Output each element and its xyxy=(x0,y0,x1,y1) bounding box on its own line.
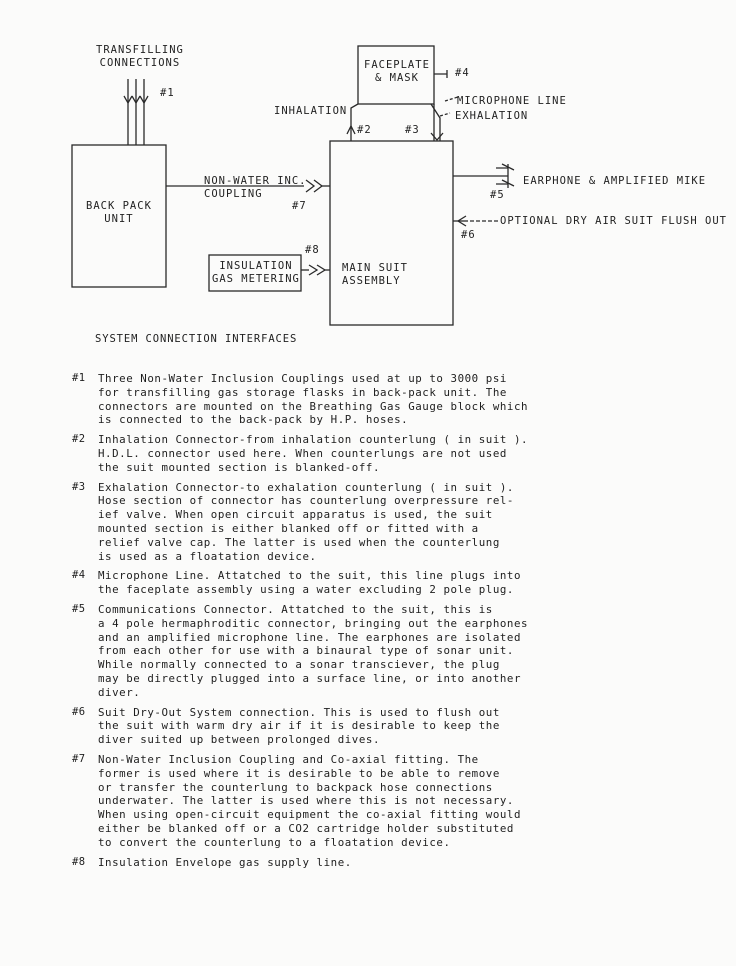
tag-4: #4 xyxy=(455,67,470,79)
inhalation-label: INHALATION xyxy=(274,105,348,117)
note-text: Suit Dry-Out System connection. This is used to flush out the suit with warm dry air if it is desirable to keep the diver suited up between prolonged dives. xyxy=(98,705,500,747)
note-number: #7 xyxy=(72,752,86,765)
note-item xyxy=(72,569,542,597)
transfilling-connections-label: TRANSFILLING CONNECTIONS xyxy=(96,44,184,69)
note-number: #5 xyxy=(72,602,86,615)
earphone-mike-label: EARPHONE & AMPLIFIED MIKE xyxy=(523,175,707,187)
note-text: Microphone Line. Attatched to the suit, this line plugs into the faceplate assembly using a water excluding 2 pole plug. xyxy=(98,569,522,597)
note-number: #4 xyxy=(72,569,86,582)
tag-3: #3 xyxy=(405,124,420,136)
main-suit-assembly-box xyxy=(330,141,453,325)
tag-7: #7 xyxy=(292,200,307,212)
exhalation-label: EXHALATION xyxy=(455,110,529,122)
faceplate-mask-label: FACEPLATE & MASK xyxy=(364,59,430,84)
note-item xyxy=(72,481,542,564)
tag-2: #2 xyxy=(357,124,372,136)
tag-1: #1 xyxy=(160,87,175,99)
main-suit-assembly-label: MAIN SUIT ASSEMBLY xyxy=(342,262,408,287)
back-pack-unit-label: BACK PACK UNIT xyxy=(86,200,152,225)
note-item xyxy=(72,603,542,700)
microphone-line-label: MICROPHONE LINE xyxy=(457,95,567,107)
note-text: Non-Water Inclusion Coupling and Co-axial fitting. The former is used where it is desirable to be able to remove or transfer the counterlung to backpack hose connections underwater. The latter is used where this is not necessary. When using open-circuit equipment the co-axial fitting would either be blanked off or a CO2 cartridge holder substituted to convert the counterlung to a floatation device. xyxy=(98,752,522,849)
diagram-caption: SYSTEM CONNECTION INTERFACES xyxy=(95,333,298,345)
insulation-metering-label: INSULATION GAS METERING xyxy=(212,260,300,285)
note-number: #8 xyxy=(72,855,86,868)
note-item xyxy=(72,372,542,427)
note-text: Three Non-Water Inclusion Couplings used at up to 3000 psi for transfilling gas storage flasks in back-pack unit. The connectors are mounted on the Breathing Gas Gauge block which is connected to the back-pack by H.P. hoses. xyxy=(98,372,529,427)
note-text: Exhalation Connector-to exhalation counterlung ( in suit ). Hose section of connector has counterlung overpressure rel- ief valve. When open circuit apparatus is used, the suit mounted section is either blanked off or fitted with a relief valve cap. The latter is used when the counterlung is used as a floatation device. xyxy=(98,480,514,563)
tag-8: #8 xyxy=(305,244,320,256)
tag-5: #5 xyxy=(490,189,505,201)
note-item xyxy=(72,856,542,870)
note-text: Inhalation Connector-from inhalation counterlung ( in suit ). H.D.L. connector used here. When counterlungs are not used the suit mounted section is blanked-off. xyxy=(98,433,529,474)
non-water-coupling-label: NON-WATER INC. COUPLING xyxy=(204,175,307,200)
note-item xyxy=(72,753,542,850)
note-number: #6 xyxy=(72,705,86,718)
optional-flush-label: OPTIONAL DRY AIR SUIT FLUSH OUT xyxy=(500,215,727,227)
note-number: #2 xyxy=(72,433,86,446)
notes-list xyxy=(72,372,542,875)
note-number: #1 xyxy=(72,372,86,384)
note-text: Insulation Envelope gas supply line. xyxy=(98,855,352,869)
note-item xyxy=(72,433,542,474)
note-item xyxy=(72,706,542,747)
note-text: Communications Connector. Attatched to the suit, this is a 4 pole hermaphroditic connector, bringing out the earphones and an amplified microphone line. The earphones are isolated from each other for use with a binaural type of sonar unit. While normally connected to a sonar transciever, the plug may be directly plugged into a surface line, or into another diver. xyxy=(98,602,529,699)
tag-6: #6 xyxy=(461,229,476,241)
note-number: #3 xyxy=(72,480,86,493)
